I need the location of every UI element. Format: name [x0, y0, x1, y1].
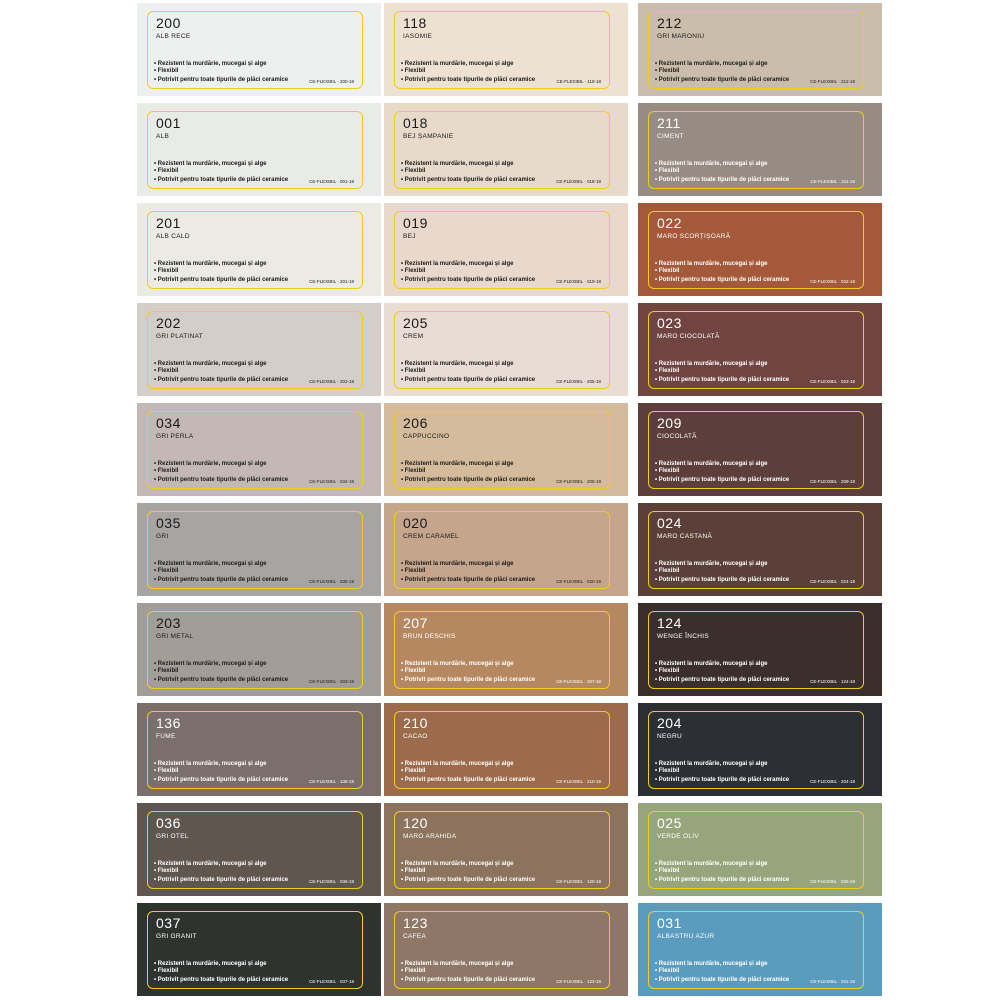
- feature-potrivit: • Potrivit pentru toate tipurile de plăci ceramice: [401, 777, 536, 783]
- feature-potrivit: • Potrivit pentru toate tipurile de plăci ceramice: [154, 577, 289, 583]
- color-name: BEJ: [403, 233, 416, 240]
- feature-potrivit: • Potrivit pentru toate tipurile de plăci ceramice: [655, 277, 790, 283]
- feature-flexibil: • Flexibil: [401, 268, 426, 274]
- color-code: 206: [403, 415, 428, 431]
- feature-flexibil: • Flexibil: [401, 768, 426, 774]
- feature-resist: • Rezistent la murdărie, mucegai și alge: [154, 661, 267, 667]
- product-reference: CE-FLEXIBIL · 024-18: [810, 579, 855, 584]
- feature-resist: • Rezistent la murdărie, mucegai și alge: [655, 361, 768, 367]
- feature-flexibil: • Flexibil: [655, 468, 680, 474]
- swatch-label-card: [648, 911, 864, 989]
- color-swatch[interactable]: [137, 403, 381, 496]
- product-reference: CE-FLEXIBIL · 204-18: [810, 779, 855, 784]
- feature-resist: • Rezistent la murdărie, mucegai și alge: [154, 361, 267, 367]
- swatch-label-card: [648, 711, 864, 789]
- feature-potrivit: • Potrivit pentru toate tipurile de plăci ceramice: [655, 477, 790, 483]
- swatch-label-card: [147, 711, 363, 789]
- feature-potrivit: • Potrivit pentru toate tipurile de plăci ceramice: [401, 977, 536, 983]
- swatch-label-card: [648, 811, 864, 889]
- color-name: ALBASTRU AZUR: [657, 933, 715, 940]
- color-swatch[interactable]: [384, 3, 628, 96]
- swatch-label-card: [394, 311, 610, 389]
- color-swatch[interactable]: [638, 803, 882, 896]
- color-swatch[interactable]: [638, 403, 882, 496]
- product-reference: CE-FLEXIBIL · 036-18: [309, 879, 354, 884]
- color-name: BEJ ȘAMPANIE: [403, 133, 454, 140]
- feature-resist: • Rezistent la murdărie, mucegai și alge: [401, 561, 514, 567]
- feature-resist: • Rezistent la murdărie, mucegai și alge: [401, 161, 514, 167]
- color-name: GRI GRANIT: [156, 933, 197, 940]
- feature-resist: • Rezistent la murdărie, mucegai și alge: [154, 461, 267, 467]
- feature-flexibil: • Flexibil: [154, 168, 179, 174]
- product-reference: CE-FLEXIBIL · 025-18: [810, 879, 855, 884]
- color-swatch[interactable]: [384, 303, 628, 396]
- color-swatch[interactable]: [137, 3, 381, 96]
- feature-resist: • Rezistent la murdărie, mucegai și alge: [401, 961, 514, 967]
- feature-resist: • Rezistent la murdărie, mucegai și alge: [401, 261, 514, 267]
- feature-flexibil: • Flexibil: [401, 668, 426, 674]
- color-code: 034: [156, 415, 181, 431]
- product-reference: CE-FLEXIBIL · 136-18: [309, 779, 354, 784]
- product-reference: CE-FLEXIBIL · 203-18: [309, 679, 354, 684]
- color-swatch[interactable]: [638, 603, 882, 696]
- color-swatch[interactable]: [137, 103, 381, 196]
- color-code: 205: [403, 315, 428, 331]
- color-name: ALB: [156, 133, 170, 140]
- product-reference: CE-FLEXIBIL · 201-18: [309, 279, 354, 284]
- feature-flexibil: • Flexibil: [655, 668, 680, 674]
- color-code: 207: [403, 615, 428, 631]
- feature-potrivit: • Potrivit pentru toate tipurile de plăci ceramice: [401, 177, 536, 183]
- color-swatch[interactable]: [638, 903, 882, 996]
- feature-flexibil: • Flexibil: [401, 68, 426, 74]
- feature-potrivit: • Potrivit pentru toate tipurile de plăci ceramice: [655, 977, 790, 983]
- color-code: 036: [156, 815, 181, 831]
- feature-flexibil: • Flexibil: [154, 68, 179, 74]
- swatch-label-card: [147, 311, 363, 389]
- swatch-label-card: [394, 111, 610, 189]
- feature-potrivit: • Potrivit pentru toate tipurile de plăci ceramice: [401, 477, 536, 483]
- feature-potrivit: • Potrivit pentru toate tipurile de plăci ceramice: [154, 377, 289, 383]
- feature-potrivit: • Potrivit pentru toate tipurile de plăci ceramice: [655, 77, 790, 83]
- feature-potrivit: • Potrivit pentru toate tipurile de plăci ceramice: [154, 277, 289, 283]
- feature-flexibil: • Flexibil: [401, 168, 426, 174]
- feature-flexibil: • Flexibil: [655, 868, 680, 874]
- feature-potrivit: • Potrivit pentru toate tipurile de plăci ceramice: [655, 177, 790, 183]
- feature-flexibil: • Flexibil: [655, 768, 680, 774]
- feature-potrivit: • Potrivit pentru toate tipurile de plăci ceramice: [655, 877, 790, 883]
- color-swatch[interactable]: [137, 203, 381, 296]
- color-swatch[interactable]: [638, 303, 882, 396]
- color-swatch[interactable]: [384, 803, 628, 896]
- feature-potrivit: • Potrivit pentru toate tipurile de plăci ceramice: [401, 877, 536, 883]
- color-code: 204: [657, 715, 682, 731]
- color-swatch[interactable]: [384, 403, 628, 496]
- feature-resist: • Rezistent la murdărie, mucegai și alge: [655, 761, 768, 767]
- color-swatch[interactable]: [384, 603, 628, 696]
- product-reference: CE-FLEXIBIL · 001-18: [309, 179, 354, 184]
- feature-flexibil: • Flexibil: [401, 568, 426, 574]
- color-code: 018: [403, 115, 428, 131]
- swatch-label-card: [147, 111, 363, 189]
- product-reference: CE-FLEXIBIL · 118-18: [556, 79, 601, 84]
- color-swatch[interactable]: [638, 503, 882, 596]
- color-code: 209: [657, 415, 682, 431]
- swatch-label-card: [648, 11, 864, 89]
- feature-resist: • Rezistent la murdărie, mucegai și alge: [154, 761, 267, 767]
- swatch-label-card: [648, 211, 864, 289]
- feature-potrivit: • Potrivit pentru toate tipurile de plăci ceramice: [655, 577, 790, 583]
- swatch-label-card: [147, 811, 363, 889]
- color-swatch[interactable]: [384, 703, 628, 796]
- color-swatch[interactable]: [638, 3, 882, 96]
- color-code: 037: [156, 915, 181, 931]
- product-reference: CE-FLEXIBIL · 031-18: [810, 979, 855, 984]
- feature-flexibil: • Flexibil: [154, 268, 179, 274]
- swatch-label-card: [147, 511, 363, 589]
- swatch-label-card: [147, 611, 363, 689]
- color-swatch[interactable]: [638, 203, 882, 296]
- swatch-label-card: [394, 711, 610, 789]
- feature-flexibil: • Flexibil: [154, 368, 179, 374]
- swatch-label-card: [147, 11, 363, 89]
- color-name: VERDE OLIV: [657, 833, 700, 840]
- color-code: 019: [403, 215, 428, 231]
- product-reference: CE-FLEXIBIL · 023-18: [810, 379, 855, 384]
- color-name: CAPPUCCINO: [403, 433, 450, 440]
- feature-potrivit: • Potrivit pentru toate tipurile de plăci ceramice: [154, 677, 289, 683]
- swatch-label-card: [394, 611, 610, 689]
- feature-resist: • Rezistent la murdărie, mucegai și alge: [401, 361, 514, 367]
- swatch-label-card: [648, 611, 864, 689]
- color-name: GRI OTEL: [156, 833, 189, 840]
- feature-resist: • Rezistent la murdărie, mucegai și alge: [401, 61, 514, 67]
- feature-flexibil: • Flexibil: [154, 968, 179, 974]
- feature-flexibil: • Flexibil: [655, 268, 680, 274]
- color-name: CIOCOLATĂ: [657, 433, 697, 440]
- product-reference: CE-FLEXIBIL · 211-18: [810, 179, 855, 184]
- swatch-label-card: [394, 911, 610, 989]
- product-reference: CE-FLEXIBIL · 207-18: [556, 679, 601, 684]
- color-swatch[interactable]: [137, 503, 381, 596]
- feature-flexibil: • Flexibil: [655, 68, 680, 74]
- swatch-label-card: [394, 11, 610, 89]
- color-code: 120: [403, 815, 428, 831]
- feature-resist: • Rezistent la murdărie, mucegai și alge: [655, 961, 768, 967]
- color-name: MARO CASTANĂ: [657, 533, 713, 540]
- color-name: BRUN DESCHIS: [403, 633, 456, 640]
- feature-flexibil: • Flexibil: [655, 968, 680, 974]
- feature-potrivit: • Potrivit pentru toate tipurile de plăci ceramice: [154, 77, 289, 83]
- product-reference: CE-FLEXIBIL · 200-18: [309, 79, 354, 84]
- swatch-label-card: [648, 411, 864, 489]
- product-reference: CE-FLEXIBIL · 206-18: [556, 479, 601, 484]
- feature-resist: • Rezistent la murdărie, mucegai și alge: [401, 661, 514, 667]
- product-reference: CE-FLEXIBIL · 209-18: [810, 479, 855, 484]
- swatch-label-card: [147, 211, 363, 289]
- product-reference: CE-FLEXIBIL · 124-18: [810, 679, 855, 684]
- feature-potrivit: • Potrivit pentru toate tipurile de plăci ceramice: [154, 877, 289, 883]
- feature-potrivit: • Potrivit pentru toate tipurile de plăci ceramice: [401, 77, 536, 83]
- feature-potrivit: • Potrivit pentru toate tipurile de plăci ceramice: [154, 977, 289, 983]
- color-name: GRI PLATINAT: [156, 333, 204, 340]
- feature-potrivit: • Potrivit pentru toate tipurile de plăci ceramice: [154, 777, 289, 783]
- color-swatch[interactable]: [137, 303, 381, 396]
- feature-potrivit: • Potrivit pentru toate tipurile de plăci ceramice: [401, 377, 536, 383]
- feature-resist: • Rezistent la murdărie, mucegai și alge: [154, 161, 267, 167]
- feature-resist: • Rezistent la murdărie, mucegai și alge: [154, 861, 267, 867]
- color-code: 023: [657, 315, 682, 331]
- feature-flexibil: • Flexibil: [401, 968, 426, 974]
- product-reference: CE-FLEXIBIL · 022-18: [810, 279, 855, 284]
- feature-resist: • Rezistent la murdărie, mucegai și alge: [154, 61, 267, 67]
- feature-flexibil: • Flexibil: [655, 568, 680, 574]
- color-name: GRI MARONIU: [657, 33, 705, 40]
- product-reference: CE-FLEXIBIL · 037-18: [309, 979, 354, 984]
- color-name: MARO CIOCOLATĂ: [657, 333, 720, 340]
- color-name: GRI METAL: [156, 633, 194, 640]
- color-name: IASOMIE: [403, 33, 433, 40]
- color-name: CAFEA: [403, 933, 427, 940]
- color-swatch[interactable]: [137, 603, 381, 696]
- color-code: 203: [156, 615, 181, 631]
- feature-potrivit: • Potrivit pentru toate tipurile de plăci ceramice: [401, 277, 536, 283]
- swatch-label-card: [394, 211, 610, 289]
- product-reference: CE-FLEXIBIL · 034-18: [309, 479, 354, 484]
- color-code: 024: [657, 515, 682, 531]
- product-reference: CE-FLEXIBIL · 210-18: [556, 779, 601, 784]
- feature-resist: • Rezistent la murdărie, mucegai și alge: [154, 961, 267, 967]
- color-name: GRI: [156, 533, 169, 540]
- color-name: MARO SCORȚIȘOARĂ: [657, 233, 731, 240]
- feature-flexibil: • Flexibil: [154, 768, 179, 774]
- feature-potrivit: • Potrivit pentru toate tipurile de plăci ceramice: [655, 777, 790, 783]
- color-code: 136: [156, 715, 181, 731]
- feature-resist: • Rezistent la murdărie, mucegai și alge: [154, 261, 267, 267]
- color-name: FUME: [156, 733, 176, 740]
- product-reference: CE-FLEXIBIL · 123-18: [556, 979, 601, 984]
- feature-potrivit: • Potrivit pentru toate tipurile de plăci ceramice: [401, 677, 536, 683]
- color-name: CREM: [403, 333, 424, 340]
- color-code: 025: [657, 815, 682, 831]
- color-code: 210: [403, 715, 428, 731]
- swatch-label-card: [648, 311, 864, 389]
- feature-flexibil: • Flexibil: [154, 868, 179, 874]
- color-code: 118: [403, 15, 427, 31]
- product-reference: CE-FLEXIBIL · 120-18: [556, 879, 601, 884]
- swatch-label-card: [394, 811, 610, 889]
- feature-flexibil: • Flexibil: [401, 868, 426, 874]
- feature-flexibil: • Flexibil: [655, 168, 680, 174]
- feature-flexibil: • Flexibil: [655, 368, 680, 374]
- feature-resist: • Rezistent la murdărie, mucegai și alge: [401, 861, 514, 867]
- color-swatch[interactable]: [137, 803, 381, 896]
- color-code: 201: [156, 215, 181, 231]
- color-swatch[interactable]: [638, 103, 882, 196]
- swatch-label-card: [147, 411, 363, 489]
- color-code: 022: [657, 215, 682, 231]
- feature-potrivit: • Potrivit pentru toate tipurile de plăci ceramice: [154, 477, 289, 483]
- color-swatch[interactable]: [137, 703, 381, 796]
- color-code: 031: [657, 915, 682, 931]
- color-code: 035: [156, 515, 181, 531]
- color-name: GRI PERLA: [156, 433, 194, 440]
- feature-resist: • Rezistent la murdărie, mucegai și alge: [154, 561, 267, 567]
- feature-resist: • Rezistent la murdărie, mucegai și alge: [401, 461, 514, 467]
- product-reference: CE-FLEXIBIL · 205-18: [556, 379, 601, 384]
- feature-potrivit: • Potrivit pentru toate tipurile de plăci ceramice: [401, 577, 536, 583]
- product-reference: CE-FLEXIBIL · 212-18: [810, 79, 855, 84]
- color-name: ALB RECE: [156, 33, 191, 40]
- product-reference: CE-FLEXIBIL · 035-18: [309, 579, 354, 584]
- color-name: CIMENT: [657, 133, 684, 140]
- color-swatch[interactable]: [384, 103, 628, 196]
- color-code: 212: [657, 15, 682, 31]
- color-code: 124: [657, 615, 682, 631]
- feature-potrivit: • Potrivit pentru toate tipurile de plăci ceramice: [655, 377, 790, 383]
- feature-resist: • Rezistent la murdărie, mucegai și alge: [655, 61, 768, 67]
- feature-potrivit: • Potrivit pentru toate tipurile de plăci ceramice: [154, 177, 289, 183]
- feature-flexibil: • Flexibil: [401, 468, 426, 474]
- color-code: 001: [156, 115, 181, 131]
- color-name: CACAO: [403, 733, 428, 740]
- color-swatch[interactable]: [384, 903, 628, 996]
- feature-resist: • Rezistent la murdărie, mucegai și alge: [655, 561, 768, 567]
- feature-resist: • Rezistent la murdărie, mucegai și alge: [655, 161, 768, 167]
- swatch-label-card: [147, 911, 363, 989]
- swatch-label-card: [648, 111, 864, 189]
- feature-flexibil: • Flexibil: [154, 668, 179, 674]
- color-name: NEGRU: [657, 733, 682, 740]
- color-swatch[interactable]: [384, 503, 628, 596]
- color-swatch[interactable]: [137, 903, 381, 996]
- feature-flexibil: • Flexibil: [154, 468, 179, 474]
- product-reference: CE-FLEXIBIL · 020-18: [556, 579, 601, 584]
- feature-resist: • Rezistent la murdărie, mucegai și alge: [655, 661, 768, 667]
- feature-resist: • Rezistent la murdărie, mucegai și alge: [655, 861, 768, 867]
- color-code: 200: [156, 15, 181, 31]
- color-name: CREM CARAMEL: [403, 533, 459, 540]
- product-reference: CE-FLEXIBIL · 202-18: [309, 379, 354, 384]
- swatch-label-card: [394, 511, 610, 589]
- feature-resist: • Rezistent la murdărie, mucegai și alge: [655, 261, 768, 267]
- feature-potrivit: • Potrivit pentru toate tipurile de plăci ceramice: [655, 677, 790, 683]
- feature-flexibil: • Flexibil: [154, 568, 179, 574]
- feature-flexibil: • Flexibil: [401, 368, 426, 374]
- color-name: WENGE ÎNCHIS: [657, 633, 709, 640]
- product-reference: CE-FLEXIBIL · 019-18: [556, 279, 601, 284]
- color-swatch[interactable]: [638, 703, 882, 796]
- color-code: 202: [156, 315, 181, 331]
- swatch-label-card: [394, 411, 610, 489]
- color-code: 211: [657, 115, 681, 131]
- color-swatch[interactable]: [384, 203, 628, 296]
- color-name: ALB CALD: [156, 233, 190, 240]
- feature-resist: • Rezistent la murdărie, mucegai și alge: [401, 761, 514, 767]
- color-code: 123: [403, 915, 428, 931]
- color-code: 020: [403, 515, 428, 531]
- feature-resist: • Rezistent la murdărie, mucegai și alge: [655, 461, 768, 467]
- color-name: MARO ARAHIDA: [403, 833, 457, 840]
- swatch-label-card: [648, 511, 864, 589]
- product-reference: CE-FLEXIBIL · 018-18: [556, 179, 601, 184]
